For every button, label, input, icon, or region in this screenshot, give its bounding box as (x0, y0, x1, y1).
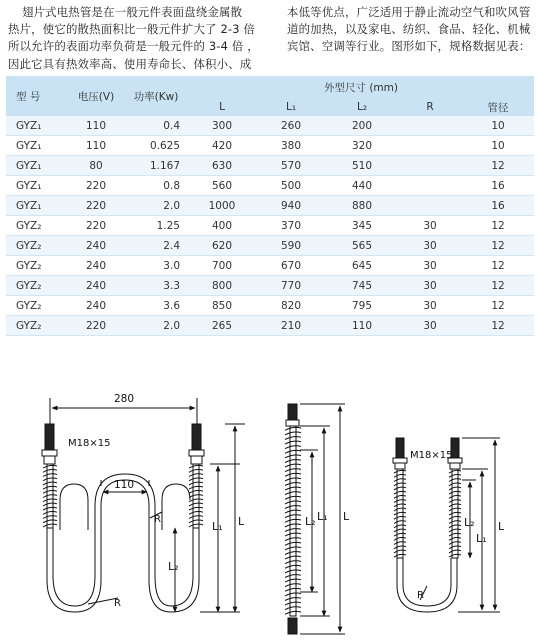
cell-voltage: 220 (68, 196, 124, 216)
cell-L2: 440 (326, 176, 398, 196)
cell-model: GYZ₁ (6, 136, 68, 156)
cell-voltage: 220 (68, 216, 124, 236)
cell-L1: 380 (256, 136, 326, 156)
finned-section (285, 426, 301, 616)
cell-power: 2.0 (124, 316, 188, 336)
cell-L2: 565 (326, 236, 398, 256)
cell-model: GYZ₁ (6, 196, 68, 216)
table-row (6, 176, 534, 196)
cell-power: 0.8 (124, 176, 188, 196)
cell-power: 0.625 (124, 136, 188, 156)
cell-model: GYZ₁ (6, 116, 68, 136)
cell-pipe: 12 (462, 156, 534, 176)
length-L2-label: L₂ (464, 516, 475, 529)
cell-pipe: 12 (462, 276, 534, 296)
intro-line: 本低等优点，广泛适用于静止流动空气和吹风管 (287, 5, 531, 19)
length-L-label: L (498, 520, 505, 533)
cell-R (398, 116, 462, 136)
cell-L2: 645 (326, 256, 398, 276)
cell-L2: 795 (326, 296, 398, 316)
cell-model: GYZ₁ (6, 176, 68, 196)
cell-L: 265 (188, 316, 256, 336)
cell-L: 300 (188, 116, 256, 136)
cell-pipe: 12 (462, 296, 534, 316)
cell-model: GYZ₂ (6, 236, 68, 256)
cell-L: 850 (188, 296, 256, 316)
cell-model: GYZ₂ (6, 316, 68, 336)
cell-power: 2.4 (124, 236, 188, 256)
cell-L1: 570 (256, 156, 326, 176)
cell-R: 30 (398, 216, 462, 236)
cell-L: 800 (188, 276, 256, 296)
header-R: R (398, 98, 462, 116)
finned-section (43, 464, 57, 528)
header-voltage: 电压(V) (68, 76, 124, 116)
cell-L1: 670 (256, 256, 326, 276)
cell-pipe: 10 (462, 116, 534, 136)
length-L1-label: L₁ (317, 510, 328, 523)
finned-section (189, 464, 203, 528)
cell-R: 30 (398, 316, 462, 336)
header-L2: L₂ (326, 98, 398, 116)
cell-pipe: 10 (462, 136, 534, 156)
cell-R: 30 (398, 256, 462, 276)
cell-L2: 320 (326, 136, 398, 156)
thread-label-left: M18×15 (68, 438, 111, 449)
cell-voltage: 80 (68, 156, 124, 176)
cell-model: GYZ₂ (6, 276, 68, 296)
intro-line: 所以允许的表面功率负荷是一般元件的 3-4 倍 ， (8, 39, 259, 54)
cell-L1: 370 (256, 216, 326, 236)
cell-L2: 345 (326, 216, 398, 236)
cell-power: 3.0 (124, 256, 188, 276)
header-dimensions: 外型尺寸 (mm) (188, 76, 534, 98)
cell-model: GYZ₂ (6, 216, 68, 236)
cell-R: 30 (398, 296, 462, 316)
cell-L1: 940 (256, 196, 326, 216)
cell-voltage: 240 (68, 276, 124, 296)
cell-power: 3.3 (124, 276, 188, 296)
cell-L: 560 (188, 176, 256, 196)
cell-L2: 510 (326, 156, 398, 176)
length-L2-label: L₂ (305, 515, 316, 528)
cell-L1: 210 (256, 316, 326, 336)
cell-R: 30 (398, 236, 462, 256)
cell-model: GYZ₂ (6, 256, 68, 276)
cell-L: 630 (188, 156, 256, 176)
cell-voltage: 240 (68, 296, 124, 316)
heater-drawings (0, 380, 540, 641)
radius-label: R (154, 514, 161, 525)
length-L-label: L (343, 510, 350, 523)
cell-pipe: 12 (462, 216, 534, 236)
cell-R (398, 196, 462, 216)
cell-R (398, 136, 462, 156)
table-row (6, 296, 534, 316)
table-row (6, 236, 534, 256)
length-L2-label: L₂ (168, 560, 179, 573)
cell-power: 1.25 (124, 216, 188, 236)
cell-power: 0.4 (124, 116, 188, 136)
intro-line: 热片，使它的散热面积比一般元件扩大了 2-3 倍 (8, 22, 256, 37)
intro-right-paragraph (287, 4, 537, 56)
table-row (6, 256, 534, 276)
cell-voltage: 240 (68, 236, 124, 256)
cell-voltage: 220 (68, 176, 124, 196)
table-row (6, 316, 534, 336)
cell-L: 420 (188, 136, 256, 156)
cell-L: 620 (188, 236, 256, 256)
cell-L1: 260 (256, 116, 326, 136)
header-L1: L₁ (256, 98, 326, 116)
cell-pipe: 16 (462, 196, 534, 216)
cell-voltage: 220 (68, 316, 124, 336)
cell-power: 3.6 (124, 296, 188, 316)
length-L1-label: L₁ (476, 532, 487, 545)
intro-left-paragraph (8, 4, 270, 73)
radius-label: R (417, 590, 424, 601)
cell-voltage: 110 (68, 116, 124, 136)
cell-L1: 500 (256, 176, 326, 196)
spec-table-body (6, 116, 534, 336)
dim-110-label: 110 (113, 479, 135, 491)
table-row (6, 216, 534, 236)
intro-line: 翅片式电热管是在一般元件表面盘绕金属散 (22, 5, 243, 19)
cell-L1: 820 (256, 296, 326, 316)
cell-pipe: 12 (462, 236, 534, 256)
dim-280-label: 280 (113, 393, 135, 405)
cell-pipe: 12 (462, 256, 534, 276)
cell-L1: 770 (256, 276, 326, 296)
thread-label-right: M18×15 (410, 450, 453, 461)
cell-pipe: 16 (462, 176, 534, 196)
cell-L2: 110 (326, 316, 398, 336)
drawing-right (393, 438, 500, 612)
length-L1-label: L₁ (212, 520, 223, 533)
cell-R: 30 (398, 276, 462, 296)
cell-L2: 880 (326, 196, 398, 216)
table-row (6, 156, 534, 176)
cell-power: 2.0 (124, 196, 188, 216)
cell-R (398, 156, 462, 176)
cell-L: 700 (188, 256, 256, 276)
intro-line: 因此它具有热效率高、使用寿命长、体积小、成 (8, 56, 252, 71)
finned-section (449, 469, 461, 558)
header-power: 功率(Kw) (124, 76, 188, 116)
cell-power: 1.167 (124, 156, 188, 176)
cell-voltage: 240 (68, 256, 124, 276)
intro-line: 道的加热，以及家电、纺织、食品、轻化、机械 (287, 22, 531, 37)
length-L-label: L (238, 515, 245, 528)
table-row (6, 196, 534, 216)
cell-pipe: 12 (462, 316, 534, 336)
spec-table (6, 76, 534, 336)
intro-line: 宾馆、空调等行业。图形如下，规格数据见表： (287, 39, 531, 54)
table-row (6, 136, 534, 156)
header-pipe: 管径 (462, 98, 534, 116)
cell-R (398, 176, 462, 196)
cell-L: 400 (188, 216, 256, 236)
drawing-left (42, 398, 245, 612)
cell-L1: 590 (256, 236, 326, 256)
header-model: 型 号 (6, 76, 68, 116)
table-row (6, 116, 534, 136)
table-row (6, 276, 534, 296)
cell-voltage: 110 (68, 136, 124, 156)
cell-L2: 745 (326, 276, 398, 296)
radius-label: R (114, 598, 121, 609)
cell-model: GYZ₂ (6, 296, 68, 316)
finned-section (394, 469, 406, 558)
cell-L2: 200 (326, 116, 398, 136)
header-L: L (188, 98, 256, 116)
cell-model: GYZ₁ (6, 156, 68, 176)
cell-L: 1000 (188, 196, 256, 216)
